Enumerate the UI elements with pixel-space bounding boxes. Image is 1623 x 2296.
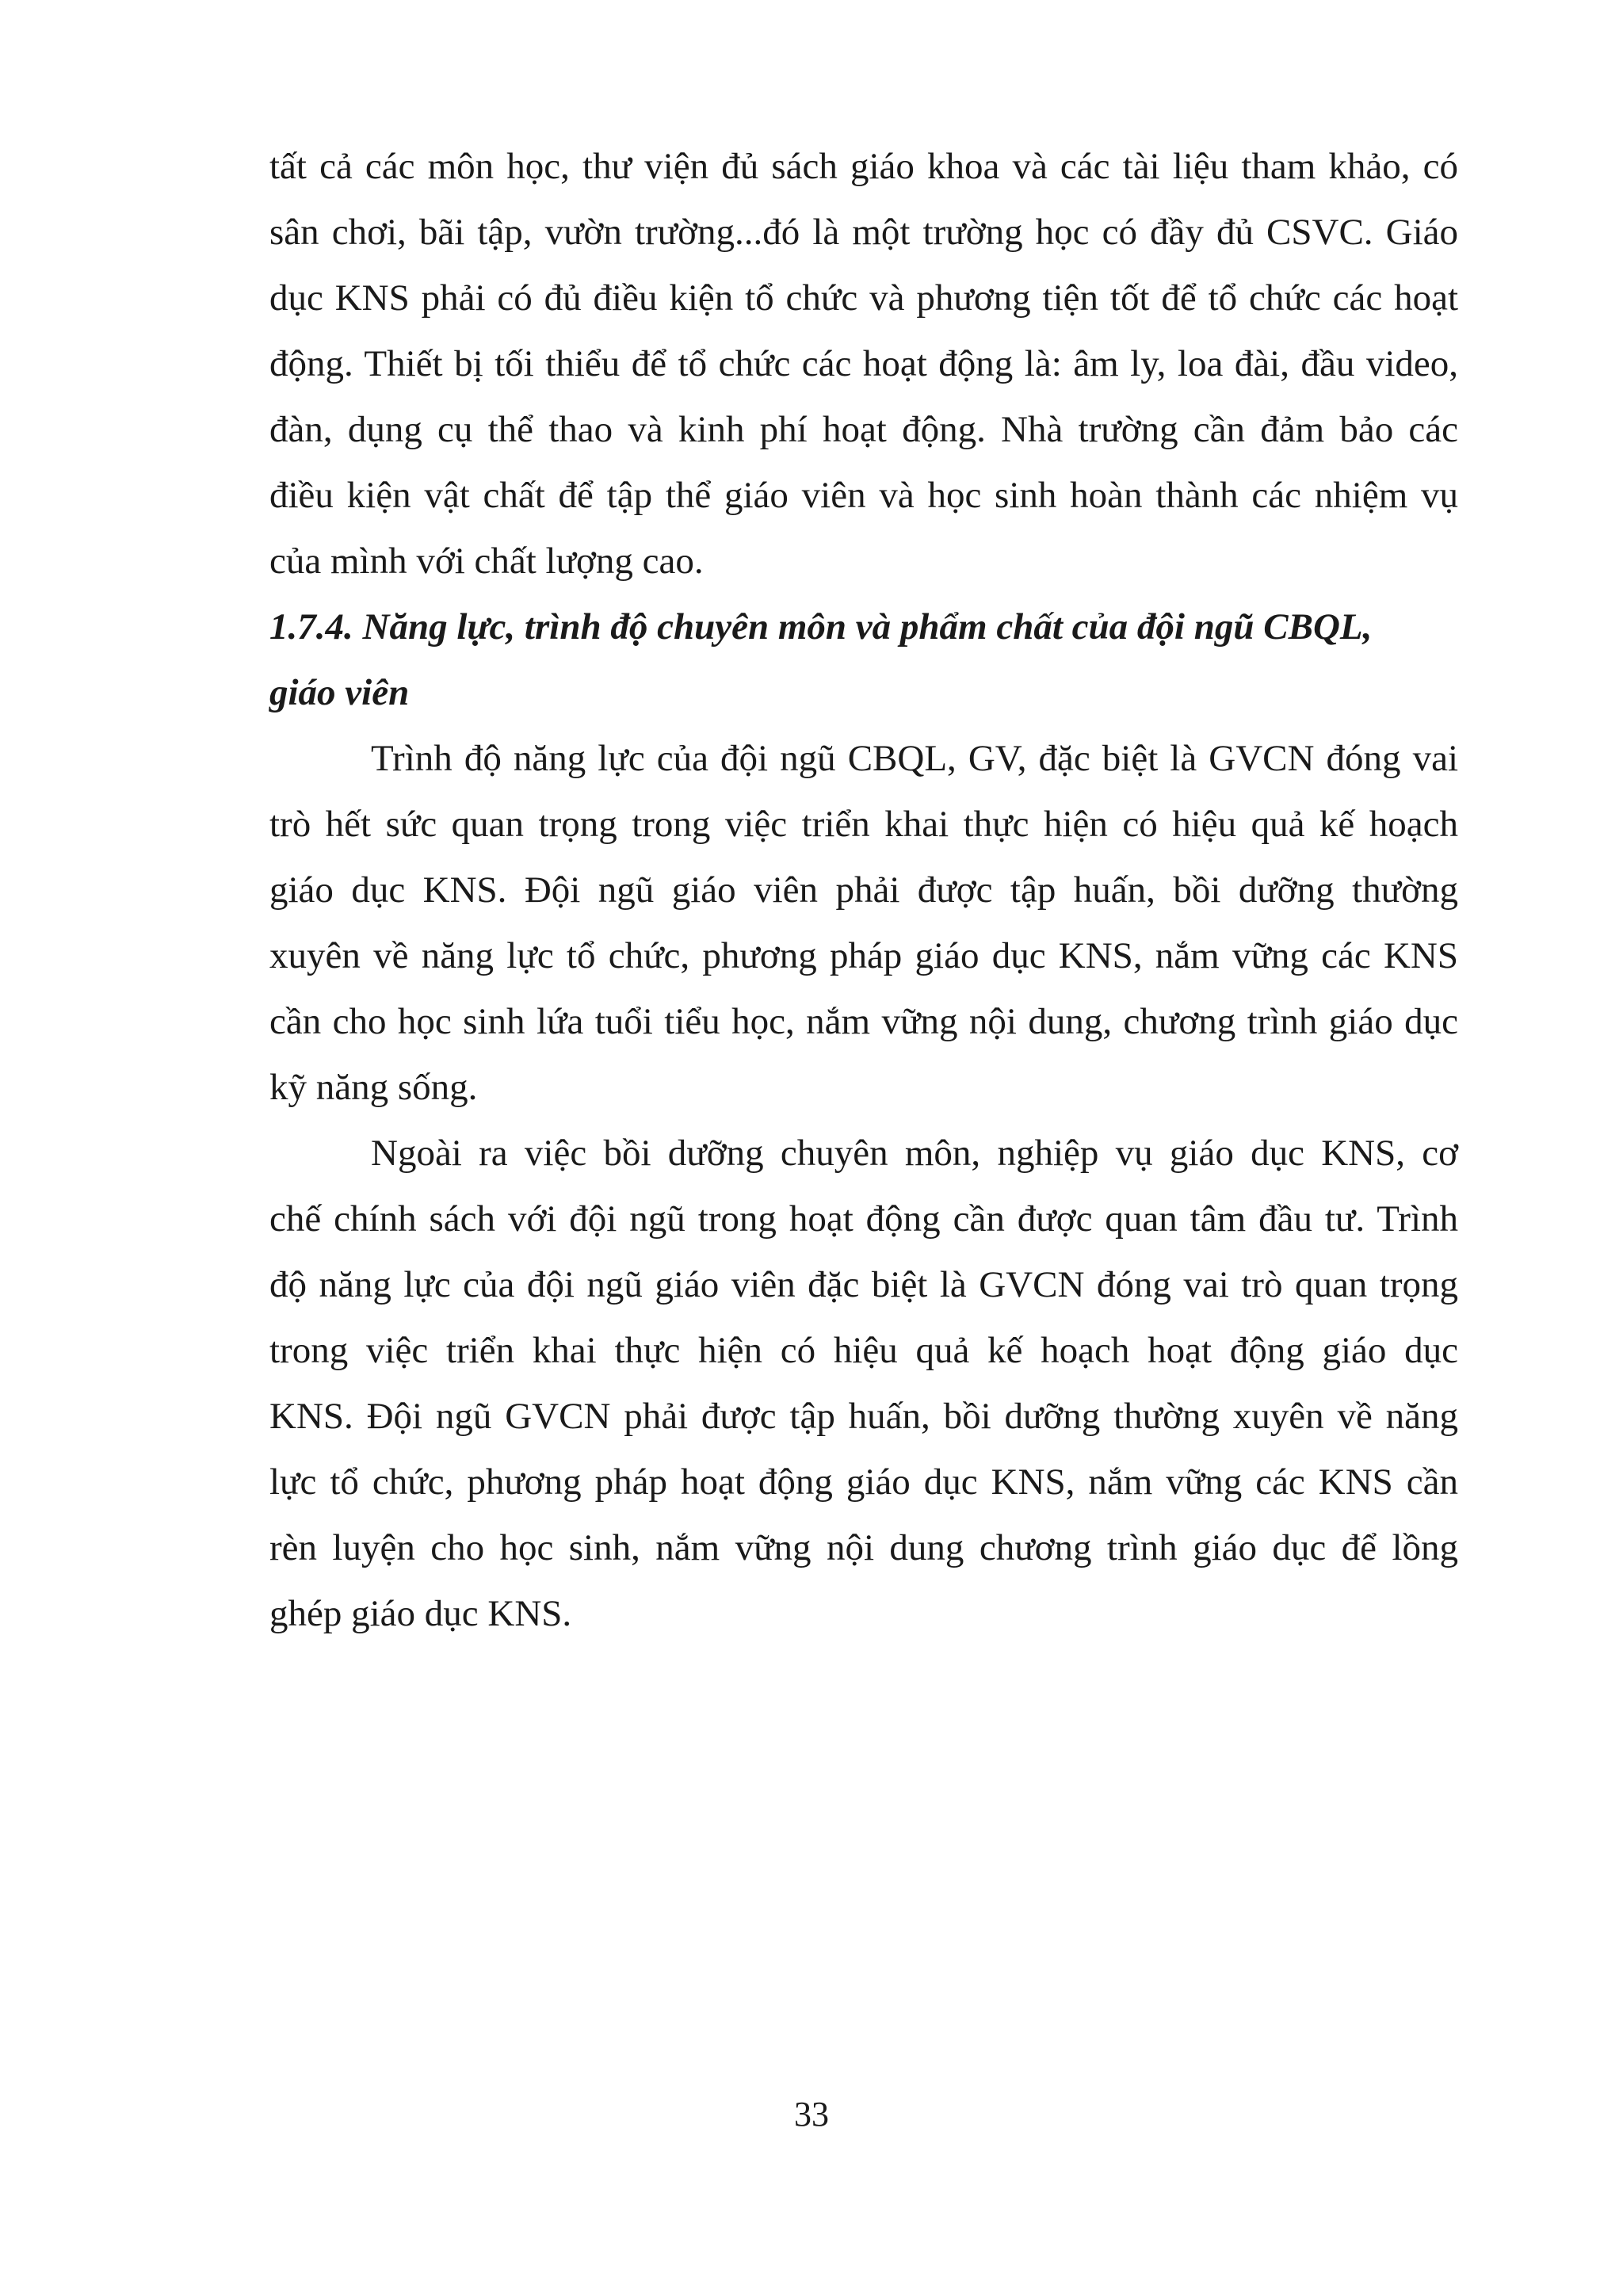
heading-line: 1.7.4. Năng lực, trình độ chuyên môn và phẩm chất của đội ngũ CBQL,	[269, 606, 1373, 648]
text-line: điều kiện vật chất để tập thể giáo viên và học sinh hoàn thành các nhiệm vụ	[269, 475, 1458, 516]
text-line: trong việc triển khai thực hiện có hiệu quả kế hoạch hoạt động giáo dục	[269, 1330, 1458, 1371]
text-line: động. Thiết bị tối thiểu để tổ chức các hoạt động là: âm ly, loa đài, đầu video,	[269, 343, 1458, 384]
text-line: của mình với chất lượng cao.	[269, 541, 704, 582]
text-line: tất cả các môn học, thư viện đủ sách giáo khoa và các tài liệu tham khảo, có	[269, 146, 1458, 187]
text-line: ghép giáo dục KNS.	[269, 1593, 572, 1634]
text-line: xuyên về năng lực tổ chức, phương pháp giáo dục KNS, nắm vững các KNS	[269, 935, 1458, 976]
text-line: sân chơi, bãi tập, vườn trường...đó là một trường học có đầy đủ CSVC. Giáo	[269, 212, 1458, 253]
text-line: cần cho học sinh lứa tuổi tiểu học, nắm vững nội dung, chương trình giáo dục	[269, 1001, 1458, 1042]
text-line: giáo dục KNS. Đội ngũ giáo viên phải được tập huấn, bồi dưỡng thường	[269, 869, 1458, 911]
text-line: kỹ năng sống.	[269, 1067, 478, 1108]
text-line: KNS. Đội ngũ GVCN phải được tập huấn, bồi dưỡng thường xuyên về năng	[269, 1396, 1458, 1437]
text-line: chế chính sách với đội ngũ trong hoạt động cần được quan tâm đầu tư. Trình	[269, 1198, 1458, 1240]
text-line: dục KNS phải có đủ điều kiện tổ chức và phương tiện tốt để tổ chức các hoạt	[269, 277, 1458, 319]
page-number: 33	[794, 2095, 829, 2134]
text-line: đàn, dụng cụ thể thao và kinh phí hoạt động. Nhà trường cần đảm bảo các	[269, 409, 1458, 450]
text-line: độ năng lực của đội ngũ giáo viên đặc biệt là GVCN đóng vai trò quan trọng	[269, 1264, 1458, 1305]
text-line: lực tổ chức, phương pháp hoạt động giáo dục KNS, nắm vững các KNS cần	[269, 1461, 1458, 1503]
text-line: rèn luyện cho học sinh, nắm vững nội dung chương trình giáo dục để lồng	[269, 1527, 1458, 1568]
text-line: trò hết sức quan trọng trong việc triển khai thực hiện có hiệu quả kế hoạch	[269, 804, 1458, 845]
text-line: Ngoài ra việc bồi dưỡng chuyên môn, nghiệp vụ giáo dục KNS, cơ	[371, 1133, 1458, 1174]
text-line: Trình độ năng lực của đội ngũ CBQL, GV, đặc biệt là GVCN đóng vai	[371, 738, 1458, 779]
heading-line: giáo viên	[269, 672, 410, 713]
